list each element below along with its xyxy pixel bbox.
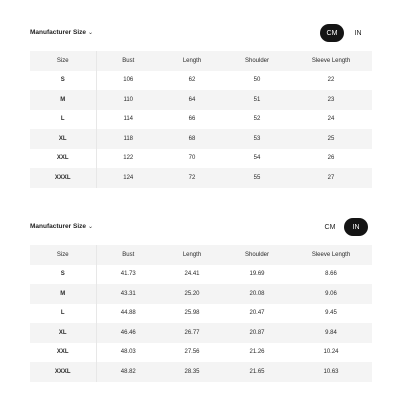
size-table [30,245,373,382]
size-table [30,51,373,188]
unit-toggle-in[interactable]: IN [354,29,362,37]
unit-toggle-cm[interactable]: CM [324,223,336,231]
shoulder-cell: 53 [253,135,261,142]
table-row [30,284,372,304]
column-header-length: Length [182,57,202,64]
table-row [30,149,372,169]
size-cell: S [30,71,96,91]
length-cell: 26.77 [184,329,200,336]
column-header-length: Length [182,251,202,258]
length-cell: 27.56 [184,349,200,356]
bust-cell: 118 [123,135,134,142]
length-cell: 66 [188,116,196,123]
size-cell: XL [30,129,96,149]
shoulder-cell: 50 [253,77,261,84]
size-chart-in [0,214,400,375]
column-header-sleeve-length: Sleeve Length [311,251,351,258]
bust-cell: 48.03 [120,349,136,356]
size-cell: XXXL [30,362,96,382]
table-row [30,90,372,110]
size-chart-cm [0,20,400,181]
sleeve-length-cell: 10.24 [323,349,339,356]
sleeve-length-cell: 25 [327,135,335,142]
bust-cell: 44.88 [120,310,136,317]
table-row [30,343,372,363]
sleeve-length-cell: 23 [327,96,335,103]
bust-cell: 41.73 [120,271,136,278]
sleeve-length-cell: 27 [327,174,335,181]
table-row [30,129,372,149]
table-row [30,323,372,343]
shoulder-cell: 54 [253,155,261,162]
size-cell: M [30,90,96,110]
table-row [30,168,372,188]
size-cell: M [30,284,96,304]
sleeve-length-cell: 10.63 [323,368,339,375]
chevron-down-icon: ⌄ [88,223,94,230]
column-header-size: Size [30,51,96,71]
sleeve-length-cell: 8.66 [325,271,337,278]
length-cell: 25.98 [184,310,200,317]
bust-cell: 106 [123,77,134,84]
manufacturer-size-label: Manufacturer Size [30,29,86,36]
size-cell: XL [30,323,96,343]
table-row [30,265,372,285]
table-row [30,362,372,382]
length-cell: 70 [188,155,196,162]
bust-cell: 124 [123,174,134,181]
unit-toggle-in[interactable]: IN [344,218,368,236]
length-cell: 64 [188,96,196,103]
manufacturer-size-dropdown[interactable] [30,29,93,36]
bust-cell: 110 [123,96,134,103]
table-header-row [30,245,372,265]
size-cell: XXXL [30,168,96,188]
size-cell: L [30,304,96,324]
length-cell: 62 [188,77,196,84]
size-cell: S [30,265,96,285]
sleeve-length-cell: 9.06 [325,290,337,297]
size-cell: XXL [30,149,96,169]
shoulder-cell: 51 [253,96,261,103]
shoulder-cell: 20.87 [249,329,265,336]
column-header-sleeve-length: Sleeve Length [311,57,351,64]
column-header-shoulder: Shoulder [244,57,270,64]
sleeve-length-cell: 22 [327,77,335,84]
size-cell: XXL [30,343,96,363]
sleeve-length-cell: 9.84 [325,329,337,336]
shoulder-cell: 20.08 [249,290,265,297]
table-row [30,110,372,130]
column-header-bust: Bust [122,57,135,64]
length-cell: 24.41 [184,271,200,278]
column-header-size: Size [30,245,96,265]
bust-cell: 114 [123,116,134,123]
manufacturer-size-label: Manufacturer Size [30,223,86,230]
table-row [30,71,372,91]
length-cell: 72 [188,174,196,181]
shoulder-cell: 19.69 [249,271,265,278]
shoulder-cell: 21.26 [249,349,265,356]
column-header-bust: Bust [122,251,135,258]
unit-toggle-cm[interactable]: CM [320,24,344,42]
bust-cell: 122 [123,155,134,162]
table-header-row [30,51,372,71]
sleeve-length-cell: 26 [327,155,335,162]
shoulder-cell: 21.65 [249,368,265,375]
table-row [30,304,372,324]
shoulder-cell: 52 [253,116,261,123]
size-cell: L [30,110,96,130]
sleeve-length-cell: 9.45 [325,310,337,317]
length-cell: 68 [188,135,196,142]
bust-cell: 43.31 [120,290,136,297]
chevron-down-icon: ⌄ [88,29,94,36]
sleeve-length-cell: 24 [327,116,335,123]
length-cell: 28.35 [184,368,200,375]
shoulder-cell: 20.47 [249,310,265,317]
size-chart-header [0,20,400,48]
bust-cell: 48.82 [120,368,136,375]
size-chart-header [0,214,400,242]
bust-cell: 46.46 [120,329,136,336]
column-header-shoulder: Shoulder [244,251,270,258]
manufacturer-size-dropdown[interactable] [30,223,93,230]
shoulder-cell: 55 [253,174,261,181]
length-cell: 25.20 [184,290,200,297]
